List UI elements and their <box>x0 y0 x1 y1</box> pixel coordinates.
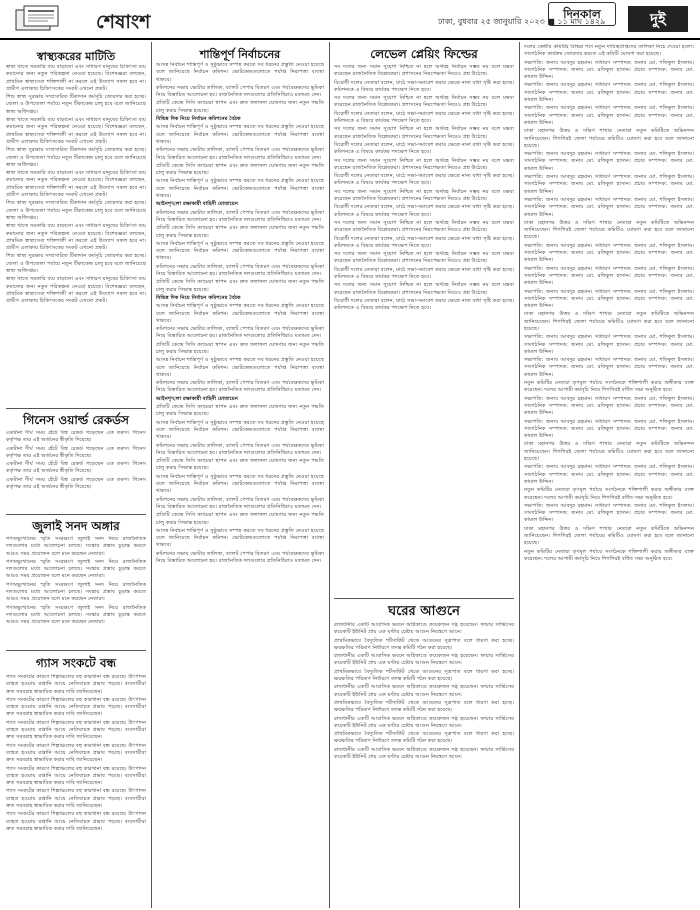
article-paragraph: গ্যাস সংকটের কারণে শিল্পাঞ্চলের বহু কারখানা বন্ধ রয়েছে। উৎপাদন ব্যাহত হওয়ায় রপ্তানি আয়ে নেতিবাচক প্রভাব পড়ছে। ব্যবসায়ীরা দ্রুত সরবরাহ স্বাভাবিক করার দাবি জানিয়েছেন। <box>6 742 146 764</box>
headline-election: শান্তিপূর্ণ নির্বাচনের <box>199 48 281 61</box>
article-paragraph: সভাপতি: জনাব আবদুর রহমান। সাধারণ সম্পাদক: জনাব মো. শফিকুল ইসলাম। সাংগঠনিক সম্পাদক: জনাব মো. রফিকুল হাসান। প্রচার সম্পাদক: জনাব মো. কামাল উদ্দিন। <box>524 288 694 310</box>
article-paragraph: প্রতিটি কেন্দ্রে সিসি ক্যামেরা স্থাপন এবং দ্রুত ফলাফল ঘোষণার জন্য নতুন পদ্ধতি চালু করার সিদ্ধান্ত হয়েছে। <box>156 100 324 114</box>
article-paragraph: গ্যাস সংকটের কারণে শিল্পাঞ্চলের বহু কারখানা বন্ধ রয়েছে। উৎপাদন ব্যাহত হওয়ায় রপ্তানি আয়ে নেতিবাচক প্রভাব পড়ছে। ব্যবসায়ীরা দ্রুত সরবরাহ স্বাভাবিক করার দাবি জানিয়েছেন। <box>6 788 146 810</box>
article-paragraph: কমিশনের সভায় ভোটার তালিকা, ব্যালট পেপার বিতরণ এবং পর্যবেক্ষকদের ভূমিকা নিয়ে বিস্তারিত আলোচনা হয়। রাজনৈতিক দলগুলোর প্রতিনিধিরাও মতামত দেন। <box>156 147 324 161</box>
article-guinness <box>6 430 146 510</box>
article-paragraph: একটানা দীর্ঘ সময় হেঁটে বিশ্ব রেকর্ড গড়েছেন এক তরুণ। গিনেস কর্তৃপক্ষ তার এই অর্জনের স্বীকৃতি দিয়েছে। <box>6 445 146 459</box>
article-paragraph: কমিশনের সভায় ভোটার তালিকা, ব্যালট পেপার বিতরণ এবং পর্যবেক্ষকদের ভূমিকা নিয়ে বিস্তারিত আলোচনা হয়। রাজনৈতিক দলগুলোর প্রতিনিধিরাও মতামত দেন। <box>156 209 324 223</box>
headline-guinness: গিনেস ওয়ার্ল্ড রেকর্ডস <box>23 413 129 427</box>
article-paragraph: আসন্ন নির্বাচন শান্তিপূর্ণ ও সুষ্ঠুভাবে সম্পন্ন করতে সব ধরনের প্রস্তুতি নেওয়া হয়েছে বলে জানিয়েছে নির্বাচন কমিশন। ভোটকেন্দ্রগুলোতে পর্যাপ্ত নিরাপত্তা ব্যবস্থা থাকবে। <box>156 178 324 200</box>
article-paragraph: শিশু স্বাস্থ্য সুরক্ষায় সম্প্রসারিত টিকাদান কর্মসূচি জোরদার করা হচ্ছে। জেলা ও উপজেলা পর্যায়ে নতুন টিকাকেন্দ্র চালু হবে বলে জানিয়েছে স্বাস্থ্য অধিদপ্তর। <box>6 200 146 221</box>
article-health <box>6 64 146 404</box>
article-paragraph: প্রাথমিকভাবে বৈদ্যুতিক শর্টসার্কিট থেকে আগুনের সূত্রপাত বলে ধারণা করা হচ্ছে। ক্ষয়ক্ষতির পরিমাণ নির্ধারণে তদন্ত কমিটি গঠন করা হয়েছে। <box>334 637 514 651</box>
article-paragraph: নতুন কমিটির নেতারা তৃণমূল পর্যায়ে সংগঠনকে শক্তিশালী করার অঙ্গীকার ব্যক্ত করেছেন। দলের আগামী কর্মসূচি নিয়ে শিগগিরই বর্ধিত সভা অনুষ্ঠিত হবে। <box>524 487 694 501</box>
article-paragraph: সভাপতি: জনাব আবদুর রহমান। সাধারণ সম্পাদক: জনাব মো. শফিকুল ইসলাম। সাংগঠনিক সম্পাদক: জনাব মো. রফিকুল হাসান। প্রচার সম্পাদক: জনাব মো. কামাল উদ্দিন। <box>524 265 694 287</box>
article-paragraph: সব দলের জন্য সমান সুযোগ নিশ্চিত না হলে অর্থবহ নির্বাচন সম্ভব নয় বলে মন্তব্য করেছেন রাজনৈতিক বিশ্লেষকরা। প্রশাসনের নিরপেক্ষতা নিয়েও প্রশ্ন উঠেছে। <box>334 251 514 265</box>
article-paragraph: ঢাকা মহানগর উত্তর ও দক্ষিণ শাখার নেতারা নতুন কমিটিকে অভিনন্দন জানিয়েছেন। শিগগিরই জেলা পর্যায়ের কমিটিও ঘোষণা করা হবে বলে জানানো হয়েছে। <box>524 128 694 149</box>
article-paragraph: ঢাকা মহানগর উত্তর ও দক্ষিণ শাখার নেতারা নতুন কমিটিকে অভিনন্দন জানিয়েছেন। শিগগিরই জেলা পর্যায়ের কমিটিও ঘোষণা করা হবে বলে জানানো হয়েছে। <box>524 525 694 547</box>
article-paragraph: আসন্ন নির্বাচন শান্তিপূর্ণ ও সুষ্ঠুভাবে সম্পন্ন করতে সব ধরনের প্রস্তুতি নেওয়া হয়েছে বলে জানিয়েছে নির্বাচন কমিশন। ভোটকেন্দ্রগুলোতে পর্যাপ্ত নিরাপত্তা ব্যবস্থা থাকবে। <box>156 473 324 495</box>
article-paragraph: গণঅভ্যুত্থানের স্মৃতি সংরক্ষণে জুলাই সনদ নিয়ে রাজনৈতিক দলগুলোর মধ্যে আলোচনা চলছে। সংস্কার প্রস্তাব চূড়ান্ত করতে আরও সময় প্রয়োজন বলে মনে করছেন নেতারা। <box>6 581 146 603</box>
article-election <box>156 62 324 908</box>
article-paragraph: শিশু স্বাস্থ্য সুরক্ষায় সম্প্রসারিত টিকাদান কর্মসূচি জোরদার করা হচ্ছে। জেলা ও উপজেলা পর্যায়ে নতুন টিকাকেন্দ্র চালু হবে বলে জানিয়েছে স্বাস্থ্য অধিদপ্তর। <box>6 94 146 115</box>
article-paragraph: রাজধানীর একটি আবাসিক ভবনে অগ্নিকাণ্ডে কয়েকজন দগ্ধ হয়েছেন। ফায়ার সার্ভিসের কয়েকটি ইউনিট প্রায় এক ঘণ্টার চেষ্টায় আগুন নিয়ন্ত্রণে আনে। <box>334 653 514 667</box>
divider <box>6 408 146 409</box>
article-paragraph: প্রতিটি কেন্দ্রে সিসি ক্যামেরা স্থাপন এবং দ্রুত ফলাফল ঘোষণার জন্য নতুন পদ্ধতি চালু করার সিদ্ধান্ত হয়েছে। <box>156 458 324 472</box>
column-divider <box>151 42 152 908</box>
divider <box>6 514 146 515</box>
article-paragraph: প্রতিটি কেন্দ্রে সিসি ক্যামেরা স্থাপন এবং দ্রুত ফলাফল ঘোষণার জন্য নতুন পদ্ধতি চালু করার সিদ্ধান্ত হয়েছে। <box>156 225 324 239</box>
article-paragraph: সভাপতি: জনাব আবদুর রহমান। সাধারণ সম্পাদক: জনাব মো. শফিকুল ইসলাম। সাংগঠনিক সম্পাদক: জনাব মো. রফিকুল হাসান। প্রচার সম্পাদক: জনাব মো. কামাল উদ্দিন। <box>524 59 694 81</box>
article-paragraph: সভাপতি: জনাব আবদুর রহমান। সাধারণ সম্পাদক: জনাব মো. শফিকুল ইসলাম। সাংগঠনিক সম্পাদক: জনাব মো. রফিকুল হাসান। প্রচার সম্পাদক: জনাব মো. কামাল উদ্দিন। <box>524 395 694 417</box>
date-line: ঢাকা, বুধবার ২৫ জানুয়ারি ২০২৩ ■ ১১ মাঘ ১৪২৯ <box>438 17 606 26</box>
article-paragraph: গ্যাস সংকটের কারণে শিল্পাঞ্চলের বহু কারখানা বন্ধ রয়েছে। উৎপাদন ব্যাহত হওয়ায় রপ্তানি আয়ে নেতিবাচক প্রভাব পড়ছে। ব্যবসায়ীরা দ্রুত সরবরাহ স্বাভাবিক করার দাবি জানিয়েছেন। <box>6 696 146 718</box>
article-paragraph: স্বাস্থ্য খাতে সরকারি ব্যয় বাড়ানো এবং সাধারণ মানুষের চিকিৎসা ব্যয় কমানোর জন্য নতুন পরিকল্পনা নেওয়া হয়েছে। বিশেষজ্ঞরা বলছেন, প্রাথমিক স্বাস্থ্যসেবা শক্তিশালী না করলে এই উদ্যোগ সফল হবে না। গ্রামীণ এলাকায় চিকিৎসকের সংকট এখনো প্রকট। <box>6 117 146 145</box>
article-paragraph: ঢাকা মহানগর উত্তর ও দক্ষিণ শাখার নেতারা নতুন কমিটিকে অভিনন্দন জানিয়েছেন। শিগগিরই জেলা পর্যায়ের কমিটিও ঘোষণা করা হবে বলে জানানো হয়েছে। <box>524 219 694 241</box>
article-paragraph: রাজধানীর একটি আবাসিক ভবনে অগ্নিকাণ্ডে কয়েকজন দগ্ধ হয়েছেন। ফায়ার সার্ভিসের কয়েকটি ইউনিট প্রায় এক ঘণ্টার চেষ্টায় আগুন নিয়ন্ত্রণে আনে। <box>334 715 514 729</box>
article-paragraph: বিরোধী দলের নেতারা বলেন, মাঠে সভা-সমাবেশ করার ক্ষেত্রে নানা বাধা সৃষ্টি করা হচ্ছে। কমিশনকে এ বিষয়ে কার্যকর পদক্ষেপ নিতে হবে। <box>334 204 514 218</box>
article-paragraph: বিরোধী দলের নেতারা বলেন, মাঠে সভা-সমাবেশ করার ক্ষেত্রে নানা বাধা সৃষ্টি করা হচ্ছে। কমিশনকে এ বিষয়ে কার্যকর পদক্ষেপ নিতে হবে। <box>334 173 514 187</box>
article-paragraph: বিরোধী দলের নেতারা বলেন, মাঠে সভা-সমাবেশ করার ক্ষেত্রে নানা বাধা সৃষ্টি করা হচ্ছে। কমিশনকে এ বিষয়ে কার্যকর পদক্ষেপ নিতে হবে। <box>334 297 514 312</box>
article-paragraph: একটানা দীর্ঘ সময় হেঁটে বিশ্ব রেকর্ড গড়েছেন এক তরুণ। গিনেস কর্তৃপক্ষ তার এই অর্জনের স্বীকৃতি দিয়েছে। <box>6 476 146 491</box>
article-paragraph: সভাপতি: জনাব আবদুর রহমান। সাধারণ সম্পাদক: জনাব মো. শফিকুল ইসলাম। সাংগঠনিক সম্পাদক: জনাব মো. রফিকুল হাসান। প্রচার সম্পাদক: জনাব মো. কামাল উদ্দিন। <box>524 334 694 355</box>
article-paragraph: স্বাস্থ্য খাতে সরকারি ব্যয় বাড়ানো এবং সাধারণ মানুষের চিকিৎসা ব্যয় কমানোর জন্য নতুন পরিকল্পনা নেওয়া হয়েছে। বিশেষজ্ঞরা বলছেন, প্রাথমিক স্বাস্থ্যসেবা শক্তিশালী না করলে এই উদ্যোগ সফল হবে না। গ্রামীণ এলাকায় চিকিৎসকের সংকট এখনো প্রকট। <box>6 170 146 199</box>
article-paragraph: একটানা দীর্ঘ সময় হেঁটে বিশ্ব রেকর্ড গড়েছেন এক তরুণ। গিনেস কর্তৃপক্ষ তার এই অর্জনের স্বীকৃতি দিয়েছে। <box>6 461 146 475</box>
article-paragraph: রাজধানীর একটি আবাসিক ভবনে অগ্নিকাণ্ডে কয়েকজন দগ্ধ হয়েছেন। ফায়ার সার্ভিসের কয়েকটি ইউনিট প্রায় এক ঘণ্টার চেষ্টায় আগুন নিয়ন্ত্রণে আনে। <box>334 622 514 636</box>
article-paragraph: দলের কেন্দ্রীয় কমিটির বিভিন্ন পদে নতুন দায়িত্বপ্রাপ্তদের তালিকা নিচে দেওয়া হলো। সাংগঠনিক কার্যক্রম জোরদার করতে এই কমিটি ঘোষণা করা হয়েছে। <box>524 44 694 58</box>
article-paragraph: বিরোধী দলের নেতারা বলেন, মাঠে সভা-সমাবেশ করার ক্ষেত্রে নানা বাধা সৃষ্টি করা হচ্ছে। কমিশনকে এ বিষয়ে কার্যকর পদক্ষেপ নিতে হবে। <box>334 235 514 249</box>
subheading: বিভিন্ন দিক নিয়ে নির্বাচন কমিশনের বৈঠক <box>156 116 241 123</box>
article-paragraph: ঢাকা মহানগর উত্তর ও দক্ষিণ শাখার নেতারা নতুন কমিটিকে অভিনন্দন জানিয়েছেন। শিগগিরই জেলা পর্যায়ের কমিটিও ঘোষণা করা হবে বলে জানানো হয়েছে। <box>524 311 694 332</box>
article-paragraph: কমিশনের সভায় ভোটার তালিকা, ব্যালট পেপার বিতরণ এবং পর্যবেক্ষকদের ভূমিকা নিয়ে বিস্তারিত আলোচনা হয়। রাজনৈতিক দলগুলোর প্রতিনিধিরাও মতামত দেন। <box>156 550 324 564</box>
article-paragraph: আসন্ন নির্বাচন শান্তিপূর্ণ ও সুষ্ঠুভাবে সম্পন্ন করতে সব ধরনের প্রস্তুতি নেওয়া হয়েছে বলে জানিয়েছে নির্বাচন কমিশন। ভোটকেন্দ্রগুলোতে পর্যাপ্ত নিরাপত্তা ব্যবস্থা থাকবে। <box>156 62 324 83</box>
article-paragraph: সব দলের জন্য সমান সুযোগ নিশ্চিত না হলে অর্থবহ নির্বাচন সম্ভব নয় বলে মন্তব্য করেছেন রাজনৈতিক বিশ্লেষকরা। প্রশাসনের নিরপেক্ষতা নিয়েও প্রশ্ন উঠেছে। <box>334 282 514 296</box>
article-paragraph: সব দলের জন্য সমান সুযোগ নিশ্চিত না হলে অর্থবহ নির্বাচন সম্ভব নয় বলে মন্তব্য করেছেন রাজনৈতিক বিশ্লেষকরা। প্রশাসনের নিরপেক্ষতা নিয়েও প্রশ্ন উঠেছে। <box>334 64 514 78</box>
article-paragraph: সব দলের জন্য সমান সুযোগ নিশ্চিত না হলে অর্থবহ নির্বাচন সম্ভব নয় বলে মন্তব্য করেছেন রাজনৈতিক বিশ্লেষকরা। প্রশাসনের নিরপেক্ষতা নিয়েও প্রশ্ন উঠেছে। <box>334 157 514 171</box>
page-number: দুই <box>628 6 688 32</box>
page-header <box>0 0 700 40</box>
article-gas-crisis <box>6 674 146 904</box>
article-paragraph: প্রতিটি কেন্দ্রে সিসি ক্যামেরা স্থাপন এবং দ্রুত ফলাফল ঘোষণার জন্য নতুন পদ্ধতি চালু করার সিদ্ধান্ত হয়েছে। <box>156 341 324 355</box>
article-paragraph: কমিশনের সভায় ভোটার তালিকা, ব্যালট পেপার বিতরণ এবং পর্যবেক্ষকদের ভূমিকা নিয়ে বিস্তারিত আলোচনা হয়। রাজনৈতিক দলগুলোর প্রতিনিধিরাও মতামত দেন। <box>156 380 324 394</box>
article-paragraph: বিরোধী দলের নেতারা বলেন, মাঠে সভা-সমাবেশ করার ক্ষেত্রে নানা বাধা সৃষ্টি করা হচ্ছে। কমিশনকে এ বিষয়ে কার্যকর পদক্ষেপ নিতে হবে। <box>334 79 514 93</box>
article-paragraph: গ্যাস সংকটের কারণে শিল্পাঞ্চলের বহু কারখানা বন্ধ রয়েছে। উৎপাদন ব্যাহত হওয়ায় রপ্তানি আয়ে নেতিবাচক প্রভাব পড়ছে। ব্যবসায়ীরা দ্রুত সরবরাহ স্বাভাবিক করার দাবি জানিয়েছেন। <box>6 811 146 832</box>
article-level-playing-field <box>334 64 514 594</box>
masthead-logo: দিনকাল <box>548 2 616 26</box>
column-divider <box>329 42 330 908</box>
divider <box>6 650 146 651</box>
article-paragraph: প্রাথমিকভাবে বৈদ্যুতিক শর্টসার্কিট থেকে আগুনের সূত্রপাত বলে ধারণা করা হচ্ছে। ক্ষয়ক্ষতির পরিমাণ নির্ধারণে তদন্ত কমিটি গঠন করা হয়েছে। <box>334 668 514 683</box>
article-paragraph: সভাপতি: জনাব আবদুর রহমান। সাধারণ সম্পাদক: জনাব মো. শফিকুল ইসলাম। সাংগঠনিক সম্পাদক: জনাব মো. রফিকুল হাসান। প্রচার সম্পাদক: জনাব মো. কামাল উদ্দিন। <box>524 151 694 172</box>
article-paragraph: বিরোধী দলের নেতারা বলেন, মাঠে সভা-সমাবেশ করার ক্ষেত্রে নানা বাধা সৃষ্টি করা হচ্ছে। কমিশনকে এ বিষয়ে কার্যকর পদক্ষেপ নিতে হবে। <box>334 266 514 281</box>
article-paragraph: সব দলের জন্য সমান সুযোগ নিশ্চিত না হলে অর্থবহ নির্বাচন সম্ভব নয় বলে মন্তব্য করেছেন রাজনৈতিক বিশ্লেষকরা। প্রশাসনের নিরপেক্ষতা নিয়েও প্রশ্ন উঠেছে। <box>334 95 514 109</box>
article-paragraph: আসন্ন নির্বাচন শান্তিপূর্ণ ও সুষ্ঠুভাবে সম্পন্ন করতে সব ধরনের প্রস্তুতি নেওয়া হয়েছে বলে জানিয়েছে নির্বাচন কমিশন। ভোটকেন্দ্রগুলোতে পর্যাপ্ত নিরাপত্তা ব্যবস্থা থাকবে। <box>156 303 324 324</box>
article-paragraph: কমিশনের সভায় ভোটার তালিকা, ব্যালট পেপার বিতরণ এবং পর্যবেক্ষকদের ভূমিকা নিয়ে বিস্তারিত আলোচনা হয়। রাজনৈতিক দলগুলোর প্রতিনিধিরাও মতামত দেন। <box>156 496 324 510</box>
article-paragraph: গ্যাস সংকটের কারণে শিল্পাঞ্চলের বহু কারখানা বন্ধ রয়েছে। উৎপাদন ব্যাহত হওয়ায় রপ্তানি আয়ে নেতিবাচক প্রভাব পড়ছে। ব্যবসায়ীরা দ্রুত সরবরাহ স্বাভাবিক করার দাবি জানিয়েছেন। <box>6 674 146 695</box>
article-paragraph: আসন্ন নির্বাচন শান্তিপূর্ণ ও সুষ্ঠুভাবে সম্পন্ন করতে সব ধরনের প্রস্তুতি নেওয়া হয়েছে বলে জানিয়েছে নির্বাচন কমিশন। ভোটকেন্দ্রগুলোতে পর্যাপ্ত নিরাপত্তা ব্যবস্থা থাকবে। <box>156 357 324 378</box>
article-paragraph: আসন্ন নির্বাচন শান্তিপূর্ণ ও সুষ্ঠুভাবে সম্পন্ন করতে সব ধরনের প্রস্তুতি নেওয়া হয়েছে বলে জানিয়েছে নির্বাচন কমিশন। ভোটকেন্দ্রগুলোতে পর্যাপ্ত নিরাপত্তা ব্যবস্থা থাকবে। <box>156 240 324 262</box>
article-paragraph: বিরোধী দলের নেতারা বলেন, মাঠে সভা-সমাবেশ করার ক্ষেত্রে নানা বাধা সৃষ্টি করা হচ্ছে। কমিশনকে এ বিষয়ে কার্যকর পদক্ষেপ নিতে হবে। <box>334 110 514 125</box>
article-paragraph: সব দলের জন্য সমান সুযোগ নিশ্চিত না হলে অর্থবহ নির্বাচন সম্ভব নয় বলে মন্তব্য করেছেন রাজনৈতিক বিশ্লেষকরা। প্রশাসনের নিরপেক্ষতা নিয়েও প্রশ্ন উঠেছে। <box>334 219 514 234</box>
section-title: শেষাংশ <box>96 11 151 33</box>
article-paragraph: প্রাথমিকভাবে বৈদ্যুতিক শর্টসার্কিট থেকে আগুনের সূত্রপাত বলে ধারণা করা হচ্ছে। ক্ষয়ক্ষতির পরিমাণ নির্ধারণে তদন্ত কমিটি গঠন করা হয়েছে। <box>334 699 514 714</box>
article-paragraph: শিশু স্বাস্থ্য সুরক্ষায় সম্প্রসারিত টিকাদান কর্মসূচি জোরদার করা হচ্ছে। জেলা ও উপজেলা পর্যায়ে নতুন টিকাকেন্দ্র চালু হবে বলে জানিয়েছে স্বাস্থ্য অধিদপ্তর। <box>6 253 146 275</box>
article-paragraph: কমিশনের সভায় ভোটার তালিকা, ব্যালট পেপার বিতরণ এবং পর্যবেক্ষকদের ভূমিকা নিয়ে বিস্তারিত আলোচনা হয়। রাজনৈতিক দলগুলোর প্রতিনিধিরাও মতামত দেন। <box>156 263 324 278</box>
article-paragraph: সভাপতি: জনাব আবদুর রহমান। সাধারণ সম্পাদক: জনাব মো. শফিকুল ইসলাম। সাংগঠনিক সম্পাদক: জনাব মো. রফিকুল হাসান। প্রচার সম্পাদক: জনাব মো. কামাল উদ্দিন। <box>524 196 694 218</box>
article-paragraph: স্বাস্থ্য খাতে সরকারি ব্যয় বাড়ানো এবং সাধারণ মানুষের চিকিৎসা ব্যয় কমানোর জন্য নতুন পরিকল্পনা নেওয়া হয়েছে। বিশেষজ্ঞরা বলছেন, প্রাথমিক স্বাস্থ্যসেবা শক্তিশালী না করলে এই উদ্যোগ সফল হবে না। গ্রামীণ এলাকায় চিকিৎসকের সংকট এখনো প্রকট। <box>6 276 146 305</box>
subheading: আইনশৃঙ্খলা রক্ষাকারী বাহিনী মোতায়েন <box>156 201 238 208</box>
article-paragraph: সভাপতি: জনাব আবদুর রহমান। সাধারণ সম্পাদক: জনাব মো. শফিকুল ইসলাম। সাংগঠনিক সম্পাদক: জনাব মো. রফিকুল হাসান। প্রচার সম্পাদক: জনাব মো. কামাল উদ্দিন। <box>524 357 694 378</box>
article-paragraph: স্বাস্থ্য খাতে সরকারি ব্যয় বাড়ানো এবং সাধারণ মানুষের চিকিৎসা ব্যয় কমানোর জন্য নতুন পরিকল্পনা নেওয়া হয়েছে। বিশেষজ্ঞরা বলছেন, প্রাথমিক স্বাস্থ্যসেবা শক্তিশালী না করলে এই উদ্যোগ সফল হবে না। গ্রামীণ এলাকায় চিকিৎসকের সংকট এখনো প্রকট। <box>6 64 146 92</box>
article-paragraph: স্বাস্থ্য খাতে সরকারি ব্যয় বাড়ানো এবং সাধারণ মানুষের চিকিৎসা ব্যয় কমানোর জন্য নতুন পরিকল্পনা নেওয়া হয়েছে। বিশেষজ্ঞরা বলছেন, প্রাথমিক স্বাস্থ্যসেবা শক্তিশালী না করলে এই উদ্যোগ সফল হবে না। গ্রামীণ এলাকায় চিকিৎসকের সংকট এখনো প্রকট। <box>6 223 146 252</box>
article-paragraph: প্রতিটি কেন্দ্রে সিসি ক্যামেরা স্থাপন এবং দ্রুত ফলাফল ঘোষণার জন্য নতুন পদ্ধতি চালু করার সিদ্ধান্ত হয়েছে। <box>156 512 324 526</box>
article-paragraph: সভাপতি: জনাব আবদুর রহমান। সাধারণ সম্পাদক: জনাব মো. শফিকুল ইসলাম। সাংগঠনিক সম্পাদক: জনাব মো. রফিকুল হাসান। প্রচার সম্পাদক: জনাব মো. কামাল উদ্দিন। <box>524 174 694 195</box>
column-divider <box>519 42 520 908</box>
article-paragraph: গণঅভ্যুত্থানের স্মৃতি সংরক্ষণে জুলাই সনদ নিয়ে রাজনৈতিক দলগুলোর মধ্যে আলোচনা চলছে। সংস্কার প্রস্তাব চূড়ান্ত করতে আরও সময় প্রয়োজন বলে মনে করছেন নেতারা। <box>6 536 146 557</box>
article-paragraph: আসন্ন নির্বাচন শান্তিপূর্ণ ও সুষ্ঠুভাবে সম্পন্ন করতে সব ধরনের প্রস্তুতি নেওয়া হয়েছে বলে জানিয়েছে নির্বাচন কমিশন। ভোটকেন্দ্রগুলোতে পর্যাপ্ত নিরাপত্তা ব্যবস্থা থাকবে। <box>156 527 324 549</box>
article-paragraph: নতুন কমিটির নেতারা তৃণমূল পর্যায়ে সংগঠনকে শক্তিশালী করার অঙ্গীকার ব্যক্ত করেছেন। দলের আগামী কর্মসূচি নিয়ে শিগগিরই বর্ধিত সভা অনুষ্ঠিত হবে। <box>524 548 694 562</box>
newspaper-icon <box>14 4 60 34</box>
article-paragraph: সভাপতি: জনাব আবদুর রহমান। সাধারণ সম্পাদক: জনাব মো. শফিকুল ইসলাম। সাংগঠনিক সম্পাদক: জনাব মো. রফিকুল হাসান। প্রচার সম্পাদক: জনাব মো. কামাল উদ্দিন। <box>524 242 694 264</box>
article-paragraph: আসন্ন নির্বাচন শান্তিপূর্ণ ও সুষ্ঠুভাবে সম্পন্ন করতে সব ধরনের প্রস্তুতি নেওয়া হয়েছে বলে জানিয়েছে নির্বাচন কমিশন। ভোটকেন্দ্রগুলোতে পর্যাপ্ত নিরাপত্তা ব্যবস্থা থাকবে। <box>156 124 324 145</box>
article-paragraph: একটানা দীর্ঘ সময় হেঁটে বিশ্ব রেকর্ড গড়েছেন এক তরুণ। গিনেস কর্তৃপক্ষ তার এই অর্জনের স্বীকৃতি দিয়েছে। <box>6 430 146 444</box>
headline-level-playing-field: লেভেল প্লেয়িং ফিল্ডের <box>370 47 478 61</box>
article-paragraph: প্রতিটি কেন্দ্রে সিসি ক্যামেরা স্থাপন এবং দ্রুত ফলাফল ঘোষণার জন্য নতুন পদ্ধতি চালু করার সিদ্ধান্ত হয়েছে। <box>156 162 324 177</box>
headline-gas-crisis: গ্যাস সংকটে বন্ধ <box>35 656 117 670</box>
article-paragraph: সব দলের জন্য সমান সুযোগ নিশ্চিত না হলে অর্থবহ নির্বাচন সম্ভব নয় বলে মন্তব্য করেছেন রাজনৈতিক বিশ্লেষকরা। প্রশাসনের নিরপেক্ষতা নিয়েও প্রশ্ন উঠেছে। <box>334 188 514 203</box>
article-paragraph: কমিশনের সভায় ভোটার তালিকা, ব্যালট পেপার বিতরণ এবং পর্যবেক্ষকদের ভূমিকা নিয়ে বিস্তারিত আলোচনা হয়। রাজনৈতিক দলগুলোর প্রতিনিধিরাও মতামত দেন। <box>156 442 324 456</box>
article-paragraph: গণঅভ্যুত্থানের স্মৃতি সংরক্ষণে জুলাই সনদ নিয়ে রাজনৈতিক দলগুলোর মধ্যে আলোচনা চলছে। সংস্কার প্রস্তাব চূড়ান্ত করতে আরও সময় প্রয়োজন বলে মনে করছেন নেতারা। <box>6 604 146 626</box>
article-committee-list <box>524 44 694 908</box>
article-paragraph: প্রতিটি কেন্দ্রে সিসি ক্যামেরা স্থাপন এবং দ্রুত ফলাফল ঘোষণার জন্য নতুন পদ্ধতি চালু করার সিদ্ধান্ত হয়েছে। <box>156 404 324 418</box>
article-paragraph: বিরোধী দলের নেতারা বলেন, মাঠে সভা-সমাবেশ করার ক্ষেত্রে নানা বাধা সৃষ্টি করা হচ্ছে। কমিশনকে এ বিষয়ে কার্যকর পদক্ষেপ নিতে হবে। <box>334 141 514 156</box>
subheading: বিভিন্ন দিক নিয়ে নির্বাচন কমিশনের বৈঠক <box>156 294 241 301</box>
article-house-fire <box>334 622 514 908</box>
article-paragraph: রাজধানীর একটি আবাসিক ভবনে অগ্নিকাণ্ডে কয়েকজন দগ্ধ হয়েছেন। ফায়ার সার্ভিসের কয়েকটি ইউনিট প্রায় এক ঘণ্টার চেষ্টায় আগুন নিয়ন্ত্রণে আনে। <box>334 684 514 698</box>
article-paragraph: সভাপতি: জনাব আবদুর রহমান। সাধারণ সম্পাদক: জনাব মো. শফিকুল ইসলাম। সাংগঠনিক সম্পাদক: জনাব মো. রফিকুল হাসান। প্রচার সম্পাদক: জনাব মো. কামাল উদ্দিন। <box>524 418 694 440</box>
subheading: আইনশৃঙ্খলা রক্ষাকারী বাহিনী মোতায়েন <box>156 395 238 402</box>
article-paragraph: কমিশনের সভায় ভোটার তালিকা, ব্যালট পেপার বিতরণ এবং পর্যবেক্ষকদের ভূমিকা নিয়ে বিস্তারিত আলোচনা হয়। রাজনৈতিক দলগুলোর প্রতিনিধিরাও মতামত দেন। <box>156 326 324 340</box>
article-paragraph: গ্যাস সংকটের কারণে শিল্পাঞ্চলের বহু কারখানা বন্ধ রয়েছে। উৎপাদন ব্যাহত হওয়ায় রপ্তানি আয়ে নেতিবাচক প্রভাব পড়ছে। ব্যবসায়ীরা দ্রুত সরবরাহ স্বাভাবিক করার দাবি জানিয়েছেন। <box>6 719 146 741</box>
article-paragraph: সভাপতি: জনাব আবদুর রহমান। সাধারণ সম্পাদক: জনাব মো. শফিকুল ইসলাম। সাংগঠনিক সম্পাদক: জনাব মো. রফিকুল হাসান। প্রচার সম্পাদক: জনাব মো. কামাল উদ্দিন। <box>524 82 694 104</box>
article-july-charter <box>6 536 146 646</box>
headline-house-fire: ঘরের আগুনে <box>388 604 460 619</box>
article-paragraph: প্রাথমিকভাবে বৈদ্যুতিক শর্টসার্কিট থেকে আগুনের সূত্রপাত বলে ধারণা করা হচ্ছে। ক্ষয়ক্ষতির পরিমাণ নির্ধারণে তদন্ত কমিটি গঠন করা হয়েছে। <box>334 731 514 745</box>
article-paragraph: প্রতিটি কেন্দ্রে সিসি ক্যামেরা স্থাপন এবং দ্রুত ফলাফল ঘোষণার জন্য নতুন পদ্ধতি চালু করার সিদ্ধান্ত হয়েছে। <box>156 279 324 293</box>
article-paragraph: শিশু স্বাস্থ্য সুরক্ষায় সম্প্রসারিত টিকাদান কর্মসূচি জোরদার করা হচ্ছে। জেলা ও উপজেলা পর্যায়ে নতুন টিকাকেন্দ্র চালু হবে বলে জানিয়েছে স্বাস্থ্য অধিদপ্তর। <box>6 147 146 168</box>
article-paragraph: আসন্ন নির্বাচন শান্তিপূর্ণ ও সুষ্ঠুভাবে সম্পন্ন করতে সব ধরনের প্রস্তুতি নেওয়া হয়েছে বলে জানিয়েছে নির্বাচন কমিশন। ভোটকেন্দ্রগুলোতে পর্যাপ্ত নিরাপত্তা ব্যবস্থা থাকবে। <box>156 419 324 441</box>
article-paragraph: সব দলের জন্য সমান সুযোগ নিশ্চিত না হলে অর্থবহ নির্বাচন সম্ভব নয় বলে মন্তব্য করেছেন রাজনৈতিক বিশ্লেষকরা। প্রশাসনের নিরপেক্ষতা নিয়েও প্রশ্ন উঠেছে। <box>334 126 514 140</box>
article-paragraph: ঢাকা মহানগর উত্তর ও দক্ষিণ শাখার নেতারা নতুন কমিটিকে অভিনন্দন জানিয়েছেন। শিগগিরই জেলা পর্যায়ের কমিটিও ঘোষণা করা হবে বলে জানানো হয়েছে। <box>524 441 694 463</box>
article-paragraph: কমিশনের সভায় ভোটার তালিকা, ব্যালট পেপার বিতরণ এবং পর্যবেক্ষকদের ভূমিকা নিয়ে বিস্তারিত আলোচনা হয়। রাজনৈতিক দলগুলোর প্রতিনিধিরাও মতামত দেন। <box>156 84 324 99</box>
headline-july-charter: জুলাই সনদ অঙ্গার <box>32 519 120 533</box>
divider <box>334 598 514 599</box>
article-paragraph: রাজধানীর একটি আবাসিক ভবনে অগ্নিকাণ্ডে কয়েকজন দগ্ধ হয়েছেন। ফায়ার সার্ভিসের কয়েকটি ইউনিট প্রায় এক ঘণ্টার চেষ্টায় আগুন নিয়ন্ত্রণে আনে। <box>334 746 514 761</box>
article-paragraph: গণঅভ্যুত্থানের স্মৃতি সংরক্ষণে জুলাই সনদ নিয়ে রাজনৈতিক দলগুলোর মধ্যে আলোচনা চলছে। সংস্কার প্রস্তাব চূড়ান্ত করতে আরও সময় প্রয়োজন বলে মনে করছেন নেতারা। <box>6 558 146 580</box>
article-paragraph: সভাপতি: জনাব আবদুর রহমান। সাধারণ সম্পাদক: জনাব মো. শফিকুল ইসলাম। সাংগঠনিক সম্পাদক: জনাব মো. রফিকুল হাসান। প্রচার সম্পাদক: জনাব মো. কামাল উদ্দিন। <box>524 502 694 524</box>
article-paragraph: সভাপতি: জনাব আবদুর রহমান। সাধারণ সম্পাদক: জনাব মো. শফিকুল ইসলাম। সাংগঠনিক সম্পাদক: জনাব মো. রফিকুল হাসান। প্রচার সম্পাদক: জনাব মো. কামাল উদ্দিন। <box>524 105 694 126</box>
headline-health: স্বাস্থ্যকরের মাটিতি <box>36 50 116 63</box>
article-paragraph: সভাপতি: জনাব আবদুর রহমান। সাধারণ সম্পাদক: জনাব মো. শফিকুল ইসলাম। সাংগঠনিক সম্পাদক: জনাব মো. রফিকুল হাসান। প্রচার সম্পাদক: জনাব মো. কামাল উদ্দিন। <box>524 464 694 485</box>
article-paragraph: নতুন কমিটির নেতারা তৃণমূল পর্যায়ে সংগঠনকে শক্তিশালী করার অঙ্গীকার ব্যক্ত করেছেন। দলের আগামী কর্মসূচি নিয়ে শিগগিরই বর্ধিত সভা অনুষ্ঠিত হবে। <box>524 380 694 394</box>
article-paragraph: গ্যাস সংকটের কারণে শিল্পাঞ্চলের বহু কারখানা বন্ধ রয়েছে। উৎপাদন ব্যাহত হওয়ায় রপ্তানি আয়ে নেতিবাচক প্রভাব পড়ছে। ব্যবসায়ীরা দ্রুত সরবরাহ স্বাভাবিক করার দাবি জানিয়েছেন। <box>6 765 146 787</box>
